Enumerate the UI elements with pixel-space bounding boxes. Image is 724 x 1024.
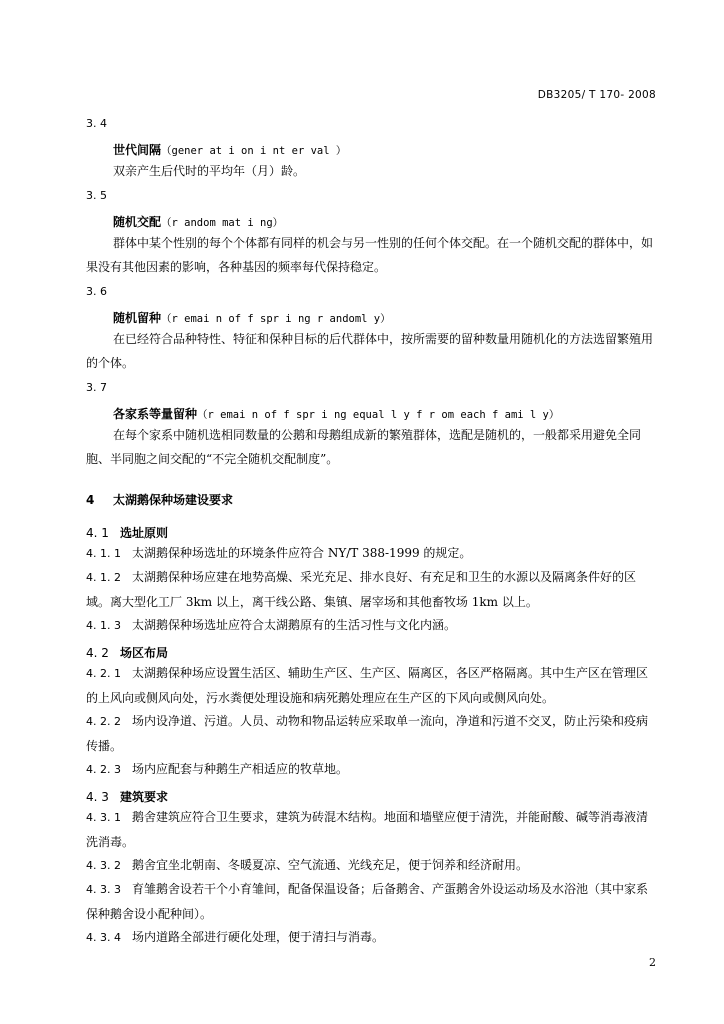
term-definition: 群体中某个性别的每个个体都有同样的机会与另一性别的任何个体交配。在一个随机交配的群体中，如果没有其他因素的影响，各种基因的频率每代保持稳定。: [86, 236, 654, 274]
standard-code: DB3205/ T 170- 2008: [537, 89, 656, 101]
term-definition: 双亲产生后代时的平均年（月）龄。: [113, 164, 306, 178]
term-english: （r emai n of f spr i ng r andoml y）: [161, 313, 391, 325]
section-heading: 4 太湖鹅保种场建设要求: [86, 493, 234, 507]
clause-paragraph: 4. 1. 1 太湖鹅保种场选址的环境条件应符合 NY/T 388-1999 的规定。: [86, 546, 472, 560]
term-title: [113, 405, 559, 422]
term-name: 随机交配: [113, 215, 162, 229]
clause-number: 3. 6: [86, 285, 107, 298]
term-title: [113, 309, 391, 326]
subsection-heading: 4. 2 场区布局: [86, 646, 169, 660]
term-name: 各家系等量留种: [113, 407, 198, 421]
clause-paragraph: 4. 1. 2 太湖鹅保种场应建在地势高燥、采光充足、排水良好、有充足和卫生的水源以及隔离条件好的区域。离大型化工厂 3km 以上，离干线公路、集镇、屠宰场和其他畜牧场 1km 以上。: [86, 570, 637, 609]
clause-paragraph: 4. 3. 1 鹅舍建筑应符合卫生要求，建筑为砖混木结构。地面和墙壁应便于清洗，并能耐酸、碱等消毒液清洗消毒。: [86, 810, 649, 849]
term-definition: 在已经符合品种特性、特征和保种目标的后代群体中，按所需要的留种数量用随机化的方法选留繁殖用的个体。: [86, 332, 654, 370]
term-name: 世代间隔: [113, 143, 162, 157]
term-english: （r andom mat i ng）: [161, 217, 284, 229]
term-title: [113, 213, 283, 230]
clause-paragraph: 4. 3. 2 鹅舍宜坐北朝南、冬暖夏凉、空气流通、光线充足，便于饲养和经济耐用。: [86, 858, 529, 872]
term-english: （r emai n of f spr i ng equal l y f r om each f ami l y）: [197, 409, 560, 421]
clause-paragraph: 4. 3. 3 育雏鹅舍设若干个小育雏间，配备保温设备；后备鹅舍、产蛋鹅舍外设运动场及水浴池（其中家系保种鹅舍设小配种间）。: [86, 882, 649, 921]
clause-number: 3. 5: [86, 189, 107, 202]
clause-paragraph: 4. 2. 3 场内应配套与种鹅生产相适应的牧草地。: [86, 762, 349, 776]
page-number: 2: [649, 956, 656, 969]
term-name: 随机留种: [113, 311, 162, 325]
subsection-heading: 4. 3 建筑要求: [86, 790, 169, 804]
term-definition: 在每个家系中随机选相同数量的公鹅和母鹅组成新的繁殖群体，选配是随机的，一般都采用避免全同胞、半同胞之间交配的“不完全随机交配制度”。: [86, 428, 642, 466]
clause-paragraph: 4. 3. 4 场内道路全部进行硬化处理，便于清扫与消毒。: [86, 930, 385, 944]
subsection-heading: 4. 1 选址原则: [86, 526, 169, 540]
term-title: [113, 141, 346, 158]
clause-number: 3. 4: [86, 117, 107, 130]
clause-number: 3. 7: [86, 381, 107, 394]
clause-paragraph: 4. 2. 1 太湖鹅保种场应设置生活区、辅助生产区、生产区、隔离区，各区严格隔离。其中生产区在管理区的上风向或侧风向处，污水粪便处理设施和病死鹅处理应在生产区的下风向或侧风向处。: [86, 666, 649, 705]
clause-paragraph: 4. 1. 3 太湖鹅保种场选址应符合太湖鹅原有的生活习性与文化内涵。: [86, 618, 457, 632]
term-english: （gener at i on i nt er val ）: [161, 145, 347, 157]
clause-paragraph: 4. 2. 2 场内设净道、污道。人员、动物和物品运转应采取单一流向，净道和污道不交叉，防止污染和疫病传播。: [86, 714, 649, 753]
